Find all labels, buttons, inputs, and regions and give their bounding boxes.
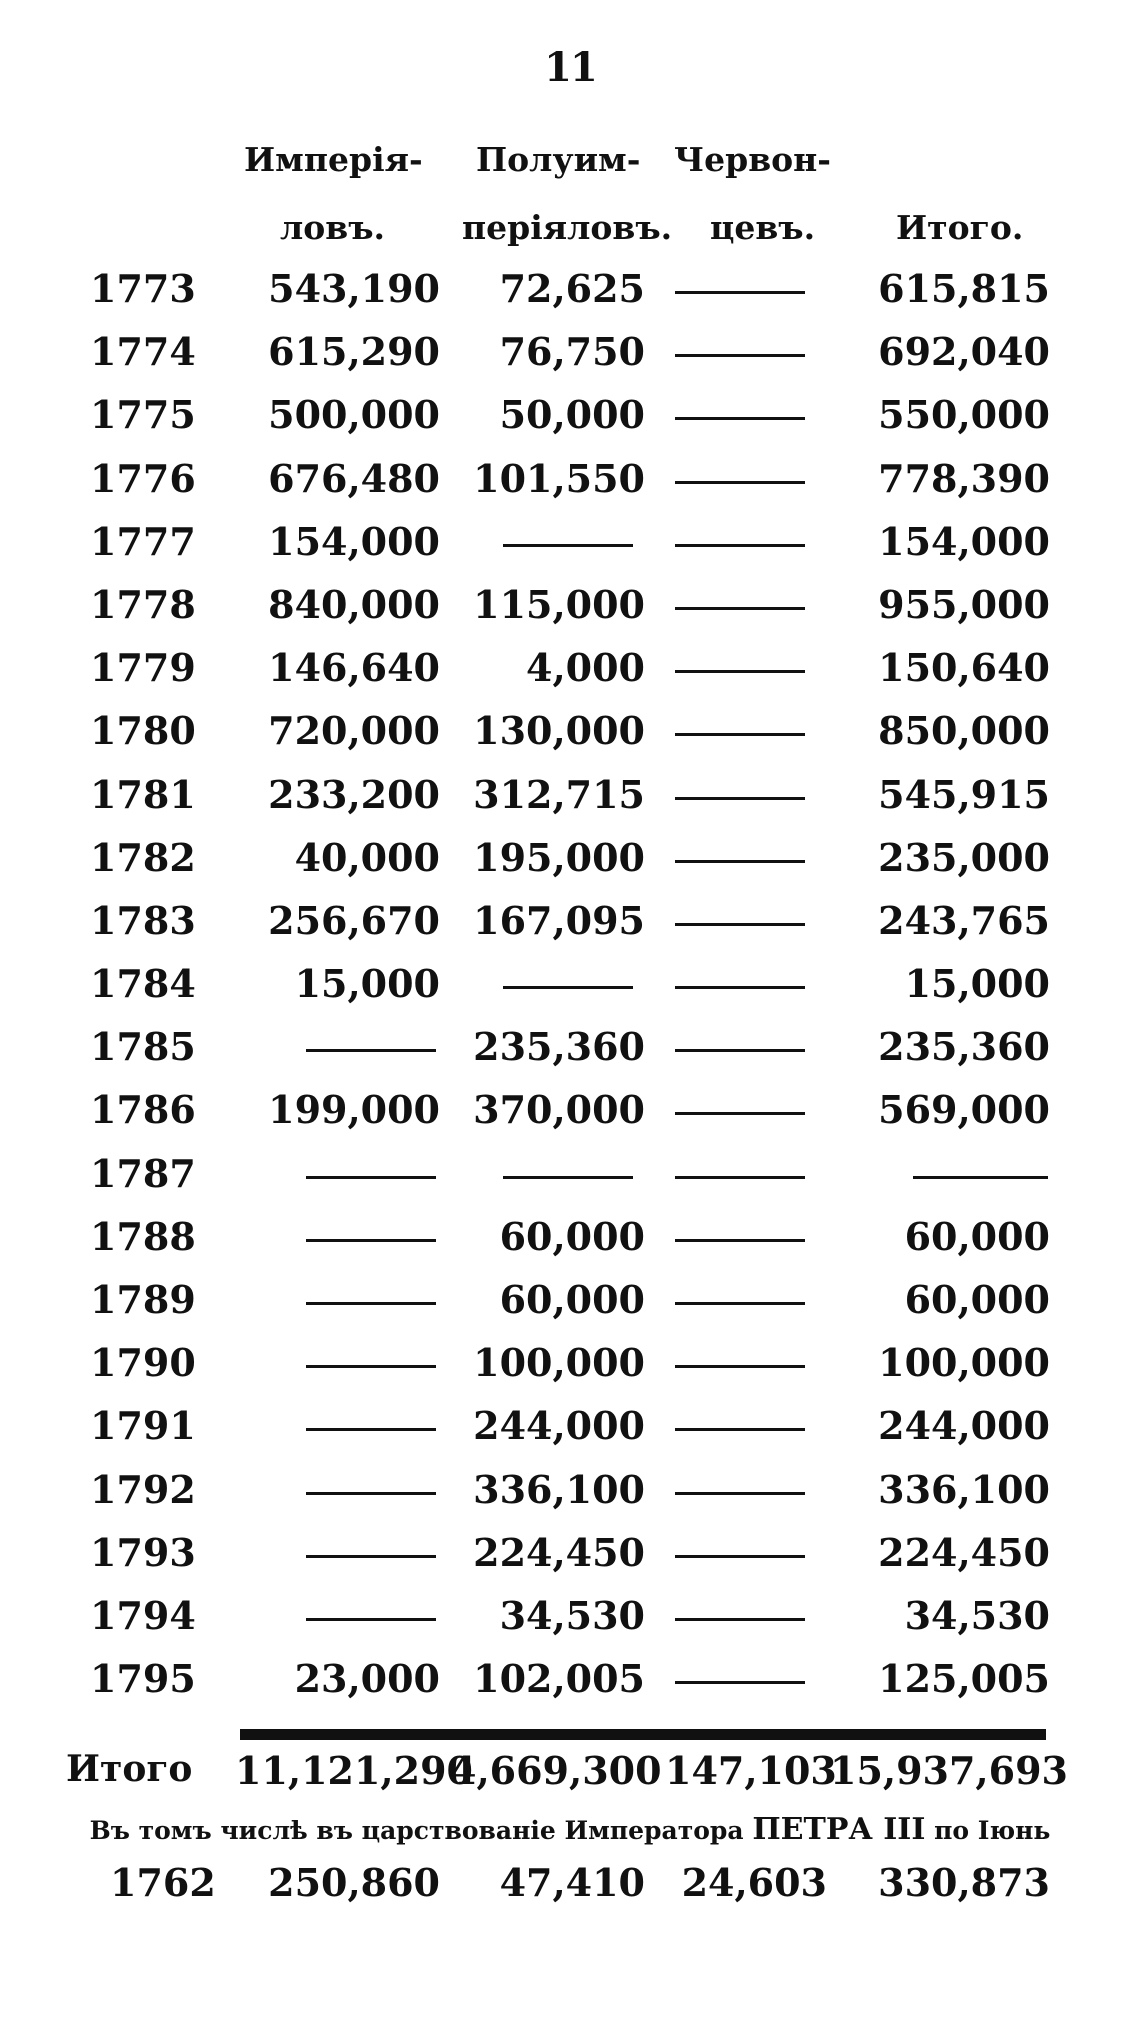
row-imperials-dash	[230, 1530, 440, 1575]
table-row	[0, 392, 1140, 455]
empty-value-dash	[675, 1112, 805, 1115]
empty-value-dash	[675, 417, 805, 420]
row-half-imperials-dash	[450, 961, 645, 1006]
reign-half-imperials: 47,410	[499, 1860, 645, 1905]
empty-value-dash	[675, 860, 805, 863]
row-half-imperials: 130,000	[473, 708, 645, 754]
row-chervontsy-dash	[665, 1087, 815, 1132]
row-imperials: 720,000	[268, 708, 440, 754]
row-year: 1781	[90, 771, 196, 817]
row-half-imperials: 72,625	[499, 266, 645, 311]
empty-value-dash	[675, 354, 805, 357]
row-chervontsy-dash	[665, 392, 815, 437]
grand-total-half-imperials: 4,669,300	[450, 1748, 662, 1793]
empty-value-dash	[306, 1049, 436, 1052]
row-total: 336,100	[878, 1466, 1050, 1512]
row-imperials: 500,000	[268, 392, 440, 438]
row-year: 1787	[90, 1150, 196, 1196]
row-total: 154,000	[878, 518, 1050, 564]
empty-value-dash	[306, 1302, 436, 1305]
row-year: 1791	[90, 1403, 196, 1449]
header-imperials-line1: Имперія-	[244, 140, 423, 179]
row-year: 1784	[90, 961, 196, 1007]
row-imperials: 615,290	[268, 329, 440, 375]
row-chervontsy-dash	[665, 645, 815, 690]
row-chervontsy-dash	[665, 329, 815, 374]
header-total: Итого.	[896, 208, 1024, 247]
table-row	[0, 1403, 1140, 1466]
table-row	[0, 1151, 1140, 1214]
empty-value-dash	[675, 1239, 805, 1242]
grand-total-row	[0, 1748, 1140, 1808]
table-row	[0, 329, 1140, 392]
row-year: 1788	[90, 1213, 196, 1259]
reign-year: 1762	[110, 1860, 216, 1905]
grand-total-imperials: 11,121,290	[235, 1748, 473, 1793]
table-row	[0, 1277, 1140, 1340]
row-year: 1783	[90, 897, 196, 943]
empty-value-dash	[675, 1365, 805, 1368]
row-total: 545,915	[878, 771, 1050, 817]
table-row	[0, 835, 1140, 898]
table-row	[0, 961, 1140, 1024]
row-total-dash	[830, 1151, 1050, 1196]
row-half-imperials: 4,000	[526, 645, 645, 691]
empty-value-dash	[306, 1428, 436, 1431]
row-year: 1773	[90, 266, 196, 311]
reign-total: 330,873	[878, 1860, 1050, 1905]
row-total: 235,360	[878, 1024, 1050, 1070]
empty-value-dash	[675, 1049, 805, 1052]
row-imperials: 676,480	[268, 455, 440, 501]
row-imperials: 15,000	[294, 961, 440, 1007]
empty-value-dash	[913, 1176, 1048, 1179]
empty-value-dash	[503, 544, 633, 547]
row-year: 1789	[90, 1277, 196, 1322]
row-total: 224,450	[878, 1529, 1050, 1575]
row-year: 1785	[90, 1024, 196, 1070]
empty-value-dash	[675, 291, 805, 294]
row-half-imperials: 167,095	[473, 897, 645, 943]
empty-value-dash	[675, 1681, 805, 1684]
row-imperials: 23,000	[294, 1656, 440, 1702]
row-year: 1790	[90, 1340, 196, 1386]
row-total: 850,000	[878, 708, 1050, 754]
row-half-imperials-dash	[450, 1151, 645, 1196]
row-imperials: 840,000	[268, 581, 440, 627]
empty-value-dash	[675, 481, 805, 484]
row-chervontsy-dash	[665, 1403, 815, 1448]
row-chervontsy-dash	[665, 1656, 815, 1701]
empty-value-dash	[306, 1365, 436, 1368]
row-total: 15,000	[904, 961, 1050, 1007]
row-year: 1776	[90, 455, 196, 501]
row-chervontsy-dash	[665, 1340, 815, 1385]
row-chervontsy-dash	[665, 1151, 815, 1196]
grand-total-chervontsy: 147,103	[665, 1748, 837, 1793]
row-half-imperials: 60,000	[499, 1277, 645, 1322]
row-half-imperials-dash	[450, 519, 645, 564]
reign-note-suffix: по Іюнь	[934, 1816, 1051, 1845]
reign-imperials: 250,860	[268, 1860, 440, 1905]
row-total: 125,005	[878, 1656, 1050, 1702]
row-half-imperials: 235,360	[473, 1024, 645, 1070]
empty-value-dash	[675, 1555, 805, 1558]
table-row	[0, 1656, 1140, 1719]
row-year: 1777	[90, 518, 196, 564]
row-chervontsy-dash	[665, 1593, 815, 1638]
empty-value-dash	[675, 607, 805, 610]
row-imperials-dash	[230, 1277, 440, 1322]
table-row	[0, 1087, 1140, 1150]
row-year: 1794	[90, 1592, 196, 1638]
empty-value-dash	[675, 1302, 805, 1305]
row-imperials-dash	[230, 1214, 440, 1259]
row-year: 1779	[90, 645, 196, 691]
row-total: 692,040	[878, 329, 1050, 375]
row-chervontsy-dash	[665, 456, 815, 501]
row-total: 550,000	[878, 392, 1050, 438]
header-half-imperials-line2: періяловъ.	[462, 208, 673, 247]
row-year: 1793	[90, 1529, 196, 1575]
table-row	[0, 1530, 1140, 1593]
empty-value-dash	[306, 1555, 436, 1558]
empty-value-dash	[675, 670, 805, 673]
table-row	[0, 645, 1140, 708]
header-imperials-line2: ловъ.	[280, 208, 386, 247]
table-row	[0, 456, 1140, 519]
header-chervontsy-line2: цевъ.	[710, 208, 816, 247]
row-total: 235,000	[878, 834, 1050, 880]
row-imperials-dash	[230, 1467, 440, 1512]
row-chervontsy-dash	[665, 1277, 815, 1322]
empty-value-dash	[675, 1618, 805, 1621]
page-number: 11	[544, 44, 596, 91]
row-year: 1774	[90, 329, 196, 375]
row-imperials-dash	[230, 1024, 440, 1069]
empty-value-dash	[675, 733, 805, 736]
row-imperials: 154,000	[268, 518, 440, 564]
row-year: 1795	[90, 1656, 196, 1702]
row-half-imperials: 312,715	[473, 771, 645, 817]
reign-note-name: ПЕТРА III	[752, 1812, 926, 1847]
row-imperials: 199,000	[268, 1087, 440, 1133]
row-chervontsy-dash	[665, 266, 815, 311]
row-half-imperials: 336,100	[473, 1466, 645, 1512]
row-imperials: 256,670	[268, 897, 440, 943]
row-year: 1775	[90, 392, 196, 438]
row-total: 244,000	[878, 1403, 1050, 1449]
table-row	[0, 266, 1140, 329]
table-row	[0, 582, 1140, 645]
empty-value-dash	[306, 1618, 436, 1621]
row-total: 100,000	[878, 1340, 1050, 1386]
table-row	[0, 1593, 1140, 1656]
row-half-imperials: 101,550	[473, 455, 645, 501]
empty-value-dash	[306, 1492, 436, 1495]
reign-note-emperor: Императора	[564, 1816, 744, 1845]
row-imperials-dash	[230, 1340, 440, 1385]
header-half-imperials-line1: Полуим-	[476, 140, 641, 179]
row-half-imperials: 115,000	[473, 581, 645, 627]
row-chervontsy-dash	[665, 1024, 815, 1069]
row-chervontsy-dash	[665, 1467, 815, 1512]
row-chervontsy-dash	[665, 708, 815, 753]
row-total: 60,000	[904, 1277, 1050, 1322]
row-year: 1778	[90, 581, 196, 627]
row-half-imperials: 34,530	[499, 1592, 645, 1638]
row-chervontsy-dash	[665, 961, 815, 1006]
row-year: 1782	[90, 834, 196, 880]
empty-value-dash	[503, 1176, 633, 1179]
row-half-imperials: 50,000	[499, 392, 645, 438]
row-chervontsy-dash	[665, 772, 815, 817]
table-row	[0, 898, 1140, 961]
empty-value-dash	[675, 986, 805, 989]
total-separator-rule	[240, 1729, 1046, 1740]
empty-value-dash	[306, 1239, 436, 1242]
empty-value-dash	[675, 797, 805, 800]
row-imperials-dash	[230, 1593, 440, 1638]
reign-chervontsy: 24,603	[681, 1860, 827, 1905]
row-imperials: 543,190	[268, 266, 440, 311]
row-half-imperials: 244,000	[473, 1403, 645, 1449]
row-chervontsy-dash	[665, 1214, 815, 1259]
header-chervontsy-line1: Червон-	[674, 140, 831, 179]
row-chervontsy-dash	[665, 898, 815, 943]
row-imperials: 233,200	[268, 771, 440, 817]
row-year: 1792	[90, 1466, 196, 1512]
empty-value-dash	[503, 986, 633, 989]
empty-value-dash	[675, 1492, 805, 1495]
empty-value-dash	[675, 1176, 805, 1179]
row-year: 1786	[90, 1087, 196, 1133]
row-total: 778,390	[878, 455, 1050, 501]
row-year: 1780	[90, 708, 196, 754]
reign-note	[0, 1812, 1140, 1847]
empty-value-dash	[675, 1428, 805, 1431]
table-row	[0, 708, 1140, 771]
row-chervontsy-dash	[665, 519, 815, 564]
table-row	[0, 1340, 1140, 1403]
row-half-imperials: 224,450	[473, 1529, 645, 1575]
row-total: 150,640	[878, 645, 1050, 691]
row-half-imperials: 102,005	[473, 1656, 645, 1702]
row-imperials: 146,640	[268, 645, 440, 691]
table-row	[0, 1214, 1140, 1277]
row-half-imperials: 370,000	[473, 1087, 645, 1133]
row-half-imperials: 60,000	[499, 1213, 645, 1259]
row-total: 569,000	[878, 1087, 1050, 1133]
grand-total-total: 15,937,693	[830, 1748, 1068, 1793]
empty-value-dash	[675, 544, 805, 547]
empty-value-dash	[675, 923, 805, 926]
row-imperials-dash	[230, 1151, 440, 1196]
empty-value-dash	[306, 1176, 436, 1179]
row-chervontsy-dash	[665, 1530, 815, 1575]
row-total: 615,815	[878, 266, 1050, 311]
row-total: 955,000	[878, 581, 1050, 627]
row-total: 34,530	[904, 1592, 1050, 1638]
table-row	[0, 772, 1140, 835]
row-half-imperials: 100,000	[473, 1340, 645, 1386]
row-half-imperials: 195,000	[473, 834, 645, 880]
table-body	[0, 266, 1140, 1719]
row-chervontsy-dash	[665, 835, 815, 880]
table-row	[0, 1467, 1140, 1530]
row-half-imperials: 76,750	[499, 329, 645, 375]
table-row	[0, 519, 1140, 582]
row-chervontsy-dash	[665, 582, 815, 627]
row-total: 60,000	[904, 1213, 1050, 1259]
row-total: 243,765	[878, 897, 1050, 943]
table-row	[0, 1024, 1140, 1087]
row-imperials-dash	[230, 1403, 440, 1448]
reign-row	[0, 1860, 1140, 1920]
grand-total-label: Итого	[66, 1748, 193, 1790]
row-imperials: 40,000	[294, 834, 440, 880]
reign-note-prefix: Въ томъ числѣ въ царствованіе	[89, 1816, 556, 1845]
